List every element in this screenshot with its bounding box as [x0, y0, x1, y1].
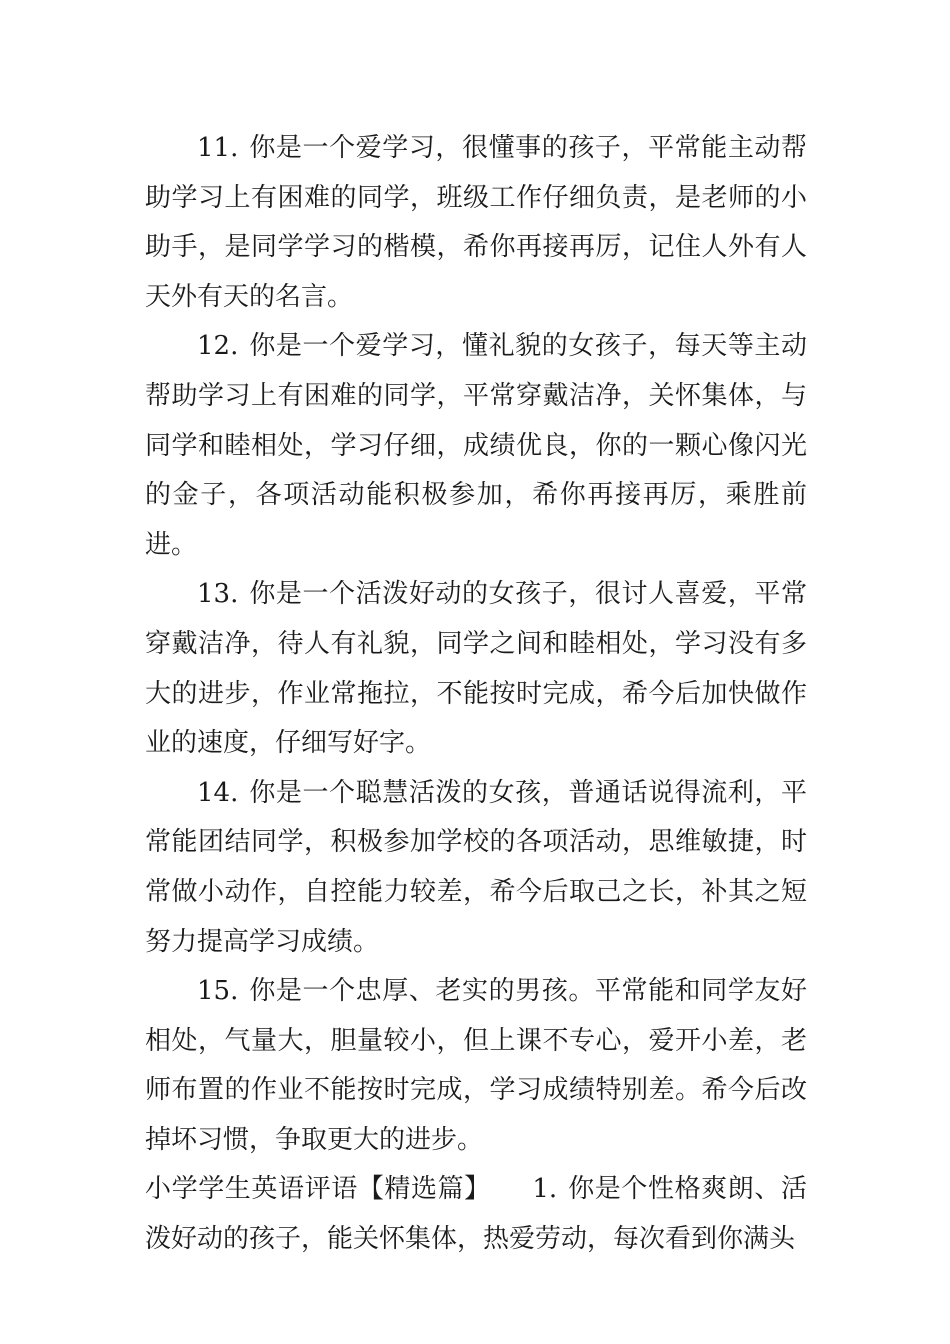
paragraph-number: 14. [197, 777, 239, 808]
paragraph-number: 1. [532, 1174, 558, 1205]
paragraph-number: 15. [197, 976, 239, 1007]
paragraph-text: 你是一个爱学习，懂礼貌的女孩子，每天等主动帮助学习上有困难的同学，平常穿戴洁净，关怀集体，与同学和睦相处，学习仔细，成绩优良，你的一颗心像闪光的金子，各项活动能积极参加，希你再接再厉，乘胜前进。 [145, 331, 807, 560]
section-start [145, 1165, 807, 1264]
paragraph-number: 13. [197, 579, 239, 610]
paragraph-text: 你是个性格爽朗、活泼好动的孩子，能关怀集体，热爱劳动，每次看到你满头 [145, 1174, 807, 1255]
paragraph-text: 你是一个活泼好动的女孩子，很讨人喜爱，平常穿戴洁净，待人有礼貌，同学之间和睦相处，学习没有多大的进步，作业常拖拉，不能按时完成，希今后加快做作业的速度，仔细写好字。 [145, 579, 807, 759]
paragraph-number: 12. [197, 331, 239, 362]
document-body [145, 124, 807, 1265]
paragraph-text: 你是一个忠厚、老实的男孩。平常能和同学友好相处，气量大，胆量较小，但上课不专心，爱开小差，老师布置的作业不能按时完成，学习成绩特别差。希今后改掉坏习惯，争取更大的进步。 [145, 976, 807, 1155]
comment-paragraph-14 [145, 769, 807, 967]
comment-paragraph-15 [145, 967, 807, 1165]
comment-paragraph-13 [145, 570, 807, 768]
comment-paragraph-12 [145, 322, 807, 570]
section-heading: 小学学生英语评语【精选篇】 [145, 1174, 491, 1205]
paragraph-text: 你是一个爱学习，很懂事的孩子，平常能主动帮助学习上有困难的同学，班级工作仔细负责，是老师的小助手，是同学学习的楷模，希你再接再厉，记住人外有人天外有天的名言。 [145, 133, 807, 312]
comment-paragraph-11 [145, 124, 807, 322]
paragraph-text: 你是一个聪慧活泼的女孩，普通话说得流利，平常能团结同学，积极参加学校的各项活动，思维敏捷，时常做小动作，自控能力较差，希今后取己之长，补其之短努力提高学习成绩。 [145, 777, 807, 957]
paragraph-number: 11. [197, 133, 239, 163]
